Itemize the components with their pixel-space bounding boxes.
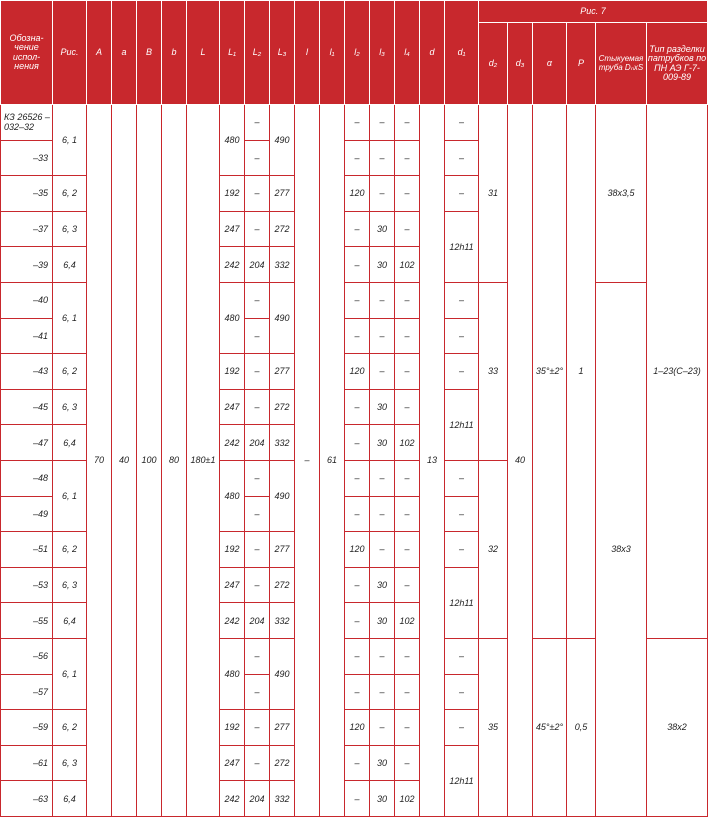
d1-cell: – xyxy=(445,532,479,568)
header-l3: l₃ xyxy=(370,1,395,105)
l4-cell: – xyxy=(395,354,420,390)
l4-cell: – xyxy=(395,496,420,532)
l4-cell: – xyxy=(395,710,420,746)
l4-cell: – xyxy=(395,638,420,674)
L3-cell: 490 xyxy=(270,638,295,709)
l2-cell: 120 xyxy=(345,354,370,390)
l2-cell: – xyxy=(345,425,370,461)
alpha-cell: 35°±2° xyxy=(533,105,567,639)
header-d3: d₃ xyxy=(508,23,533,105)
l4-cell: – xyxy=(395,105,420,141)
l3-cell: 30 xyxy=(370,567,395,603)
L2-cell: – xyxy=(245,389,270,425)
d1-cell: 12h11 xyxy=(445,211,479,282)
L2-cell: – xyxy=(245,176,270,212)
L1-cell: 192 xyxy=(220,710,245,746)
L1-cell: 192 xyxy=(220,354,245,390)
L2-cell: – xyxy=(245,638,270,674)
B-cell: 100 xyxy=(137,105,162,817)
d1-cell: – xyxy=(445,282,479,318)
designation-cell: –45 xyxy=(1,389,53,425)
fig-cell: 6,4 xyxy=(53,247,87,283)
l4-cell: 102 xyxy=(395,603,420,639)
P-cell: 0,5 xyxy=(567,638,596,816)
header-designation: Обозна-чение испол-нения xyxy=(1,1,53,105)
designation-cell: –53 xyxy=(1,567,53,603)
b-cell: 80 xyxy=(162,105,187,817)
designation-cell: –55 xyxy=(1,603,53,639)
l3-cell: – xyxy=(370,638,395,674)
L2-cell: – xyxy=(245,105,270,141)
l4-cell: – xyxy=(395,567,420,603)
l2-cell: – xyxy=(345,781,370,817)
l4-cell: – xyxy=(395,389,420,425)
L2-cell: 204 xyxy=(245,247,270,283)
L3-cell: 277 xyxy=(270,176,295,212)
designation-cell: –59 xyxy=(1,710,53,746)
header-L2: L₂ xyxy=(245,1,270,105)
L3-cell: 277 xyxy=(270,354,295,390)
L1-cell: 247 xyxy=(220,745,245,781)
l3-cell: – xyxy=(370,460,395,496)
header-L3: L₃ xyxy=(270,1,295,105)
l4-cell: – xyxy=(395,282,420,318)
L1-cell: 192 xyxy=(220,532,245,568)
A-cell: 70 xyxy=(87,105,112,817)
L1-cell: 247 xyxy=(220,211,245,247)
L1-cell: 247 xyxy=(220,567,245,603)
d1-cell: 12h11 xyxy=(445,567,479,638)
l4-cell: 102 xyxy=(395,781,420,817)
l2-cell: 120 xyxy=(345,710,370,746)
designation-cell: –35 xyxy=(1,176,53,212)
l2-cell: – xyxy=(345,745,370,781)
header-d2: d₂ xyxy=(479,23,508,105)
l3-cell: – xyxy=(370,496,395,532)
l3-cell: – xyxy=(370,710,395,746)
l4-cell: 102 xyxy=(395,247,420,283)
designation-cell: –33 xyxy=(1,140,53,176)
l3-cell: – xyxy=(370,354,395,390)
L2-cell: – xyxy=(245,532,270,568)
L1-cell: 242 xyxy=(220,603,245,639)
L3-cell: 277 xyxy=(270,532,295,568)
header-B: B xyxy=(137,1,162,105)
l2-cell: – xyxy=(345,496,370,532)
l4-cell: 102 xyxy=(395,425,420,461)
fig-cell: 6, 3 xyxy=(53,211,87,247)
pipe-cell: 38x2 xyxy=(647,638,708,816)
l-cell: – xyxy=(295,105,320,817)
L2-cell: – xyxy=(245,282,270,318)
l4-cell: – xyxy=(395,211,420,247)
header-L: L xyxy=(187,1,220,105)
l3-cell: – xyxy=(370,140,395,176)
d1-cell: – xyxy=(445,318,479,354)
d1-cell: – xyxy=(445,674,479,710)
fig-cell: 6, 2 xyxy=(53,354,87,390)
l2-cell: – xyxy=(345,211,370,247)
L1-cell: 242 xyxy=(220,781,245,817)
header-fig: Рис. xyxy=(53,1,87,105)
L2-cell: – xyxy=(245,496,270,532)
fig-cell: 6, 3 xyxy=(53,745,87,781)
L1-cell: 247 xyxy=(220,389,245,425)
fig-cell: 6,4 xyxy=(53,425,87,461)
header-L1: L₁ xyxy=(220,1,245,105)
header-a: a xyxy=(112,1,137,105)
l2-cell: – xyxy=(345,603,370,639)
designation-cell: –37 xyxy=(1,211,53,247)
header-l1: l₁ xyxy=(320,1,345,105)
L1-cell: 242 xyxy=(220,425,245,461)
designation-cell: –41 xyxy=(1,318,53,354)
designation-cell: –47 xyxy=(1,425,53,461)
l2-cell: – xyxy=(345,638,370,674)
l3-cell: 30 xyxy=(370,247,395,283)
l3-cell: 30 xyxy=(370,389,395,425)
d1-cell: – xyxy=(445,354,479,390)
l2-cell: – xyxy=(345,389,370,425)
L2-cell: 204 xyxy=(245,781,270,817)
l4-cell: – xyxy=(395,176,420,212)
designation-cell: –48 xyxy=(1,460,53,496)
d2-cell: 31 xyxy=(479,105,508,283)
L3-cell: 490 xyxy=(270,460,295,531)
l2-cell: – xyxy=(345,567,370,603)
l3-cell: – xyxy=(370,674,395,710)
l2-cell: – xyxy=(345,105,370,141)
d2-cell: 32 xyxy=(479,460,508,638)
header-l2: l₂ xyxy=(345,1,370,105)
designation-cell: –40 xyxy=(1,282,53,318)
L3-cell: 332 xyxy=(270,781,295,817)
L2-cell: – xyxy=(245,674,270,710)
designation-cell: –57 xyxy=(1,674,53,710)
header-alpha: α xyxy=(533,23,567,105)
header-l: l xyxy=(295,1,320,105)
L3-cell: 272 xyxy=(270,389,295,425)
designation-cell: –63 xyxy=(1,781,53,817)
l4-cell: – xyxy=(395,674,420,710)
fig-cell: 6, 2 xyxy=(53,710,87,746)
L3-cell: 490 xyxy=(270,105,295,176)
l3-cell: – xyxy=(370,176,395,212)
d1-cell: – xyxy=(445,176,479,212)
fig-cell: 6, 2 xyxy=(53,532,87,568)
L2-cell: – xyxy=(245,710,270,746)
L1-cell: 480 xyxy=(220,638,245,709)
fig-cell: 6,4 xyxy=(53,781,87,817)
L3-cell: 272 xyxy=(270,567,295,603)
fig-cell: 6, 1 xyxy=(53,638,87,709)
alpha-cell: 45°±2° xyxy=(533,638,567,816)
d1-cell: 12h11 xyxy=(445,745,479,816)
L2-cell: – xyxy=(245,318,270,354)
L1-cell: 242 xyxy=(220,247,245,283)
pipe-cell: 38x3 xyxy=(596,282,647,816)
L3-cell: 490 xyxy=(270,282,295,353)
fig-cell: 6, 1 xyxy=(53,460,87,531)
l2-cell: 120 xyxy=(345,532,370,568)
designation-cell: –49 xyxy=(1,496,53,532)
l2-cell: – xyxy=(345,140,370,176)
l3-cell: 30 xyxy=(370,745,395,781)
d1-cell: – xyxy=(445,496,479,532)
d2-cell: 33 xyxy=(479,282,508,460)
header-type: Тип разделки патрубков по ПН АЭ Г-7-009-89 xyxy=(647,23,708,105)
l2-cell: – xyxy=(345,674,370,710)
designation-cell: –61 xyxy=(1,745,53,781)
header-A: A xyxy=(87,1,112,105)
L3-cell: 272 xyxy=(270,211,295,247)
l3-cell: – xyxy=(370,318,395,354)
d1-cell: 12h11 xyxy=(445,389,479,460)
header-d1: d₁ xyxy=(445,1,479,105)
l2-cell: – xyxy=(345,282,370,318)
l3-cell: 30 xyxy=(370,211,395,247)
fig-cell: 6, 1 xyxy=(53,282,87,353)
d1-cell: – xyxy=(445,710,479,746)
fig-cell: 6, 2 xyxy=(53,176,87,212)
L2-cell: 204 xyxy=(245,603,270,639)
l4-cell: – xyxy=(395,745,420,781)
header-pipe: Стыкуемая труба DₙxS xyxy=(596,23,647,105)
L2-cell: – xyxy=(245,354,270,390)
L3-cell: 332 xyxy=(270,603,295,639)
l4-cell: – xyxy=(395,140,420,176)
d1-cell: – xyxy=(445,638,479,674)
l2-cell: – xyxy=(345,318,370,354)
header-ris7: Рис. 7 xyxy=(479,1,708,23)
designation-cell: –39 xyxy=(1,247,53,283)
fig-cell: 6,4 xyxy=(53,603,87,639)
l3-cell: 30 xyxy=(370,425,395,461)
header-d: d xyxy=(420,1,445,105)
pipe-cell: 38x3,5 xyxy=(596,105,647,283)
l3-cell: – xyxy=(370,532,395,568)
l3-cell: 30 xyxy=(370,781,395,817)
designation-cell: –51 xyxy=(1,532,53,568)
L1-cell: 480 xyxy=(220,460,245,531)
L2-cell: – xyxy=(245,567,270,603)
L2-cell: – xyxy=(245,211,270,247)
l3-cell: – xyxy=(370,282,395,318)
L3-cell: 272 xyxy=(270,745,295,781)
L2-cell: – xyxy=(245,745,270,781)
l4-cell: – xyxy=(395,318,420,354)
designation-cell: –56 xyxy=(1,638,53,674)
type-cell: 1–23(С–23) xyxy=(647,105,708,639)
L3-cell: 277 xyxy=(270,710,295,746)
l2-cell: – xyxy=(345,247,370,283)
fig-cell: 6, 3 xyxy=(53,567,87,603)
d-cell: 13 xyxy=(420,105,445,817)
P-cell: 1 xyxy=(567,105,596,639)
designation-cell: КЗ 26526 –032–32 xyxy=(1,105,53,141)
d1-cell: – xyxy=(445,460,479,496)
d1-cell: – xyxy=(445,140,479,176)
L3-cell: 332 xyxy=(270,425,295,461)
L2-cell: – xyxy=(245,460,270,496)
l3-cell: 30 xyxy=(370,603,395,639)
L-cell: 180±1 xyxy=(187,105,220,817)
header-P: P xyxy=(567,23,596,105)
d3-cell: 40 xyxy=(508,105,533,817)
l4-cell: – xyxy=(395,460,420,496)
l3-cell: – xyxy=(370,105,395,141)
d2-cell: 35 xyxy=(479,638,508,816)
designation-cell: –43 xyxy=(1,354,53,390)
l4-cell: – xyxy=(395,532,420,568)
L1-cell: 480 xyxy=(220,105,245,176)
L2-cell: – xyxy=(245,140,270,176)
L1-cell: 480 xyxy=(220,282,245,353)
header-b: b xyxy=(162,1,187,105)
L2-cell: 204 xyxy=(245,425,270,461)
fig-cell: 6, 1 xyxy=(53,105,87,176)
L3-cell: 332 xyxy=(270,247,295,283)
L1-cell: 192 xyxy=(220,176,245,212)
l2-cell: – xyxy=(345,460,370,496)
fig-cell: 6, 3 xyxy=(53,389,87,425)
l2-cell: 120 xyxy=(345,176,370,212)
d1-cell: – xyxy=(445,105,479,141)
l1-cell: 61 xyxy=(320,105,345,817)
a-cell: 40 xyxy=(112,105,137,817)
header-l4: l₄ xyxy=(395,1,420,105)
